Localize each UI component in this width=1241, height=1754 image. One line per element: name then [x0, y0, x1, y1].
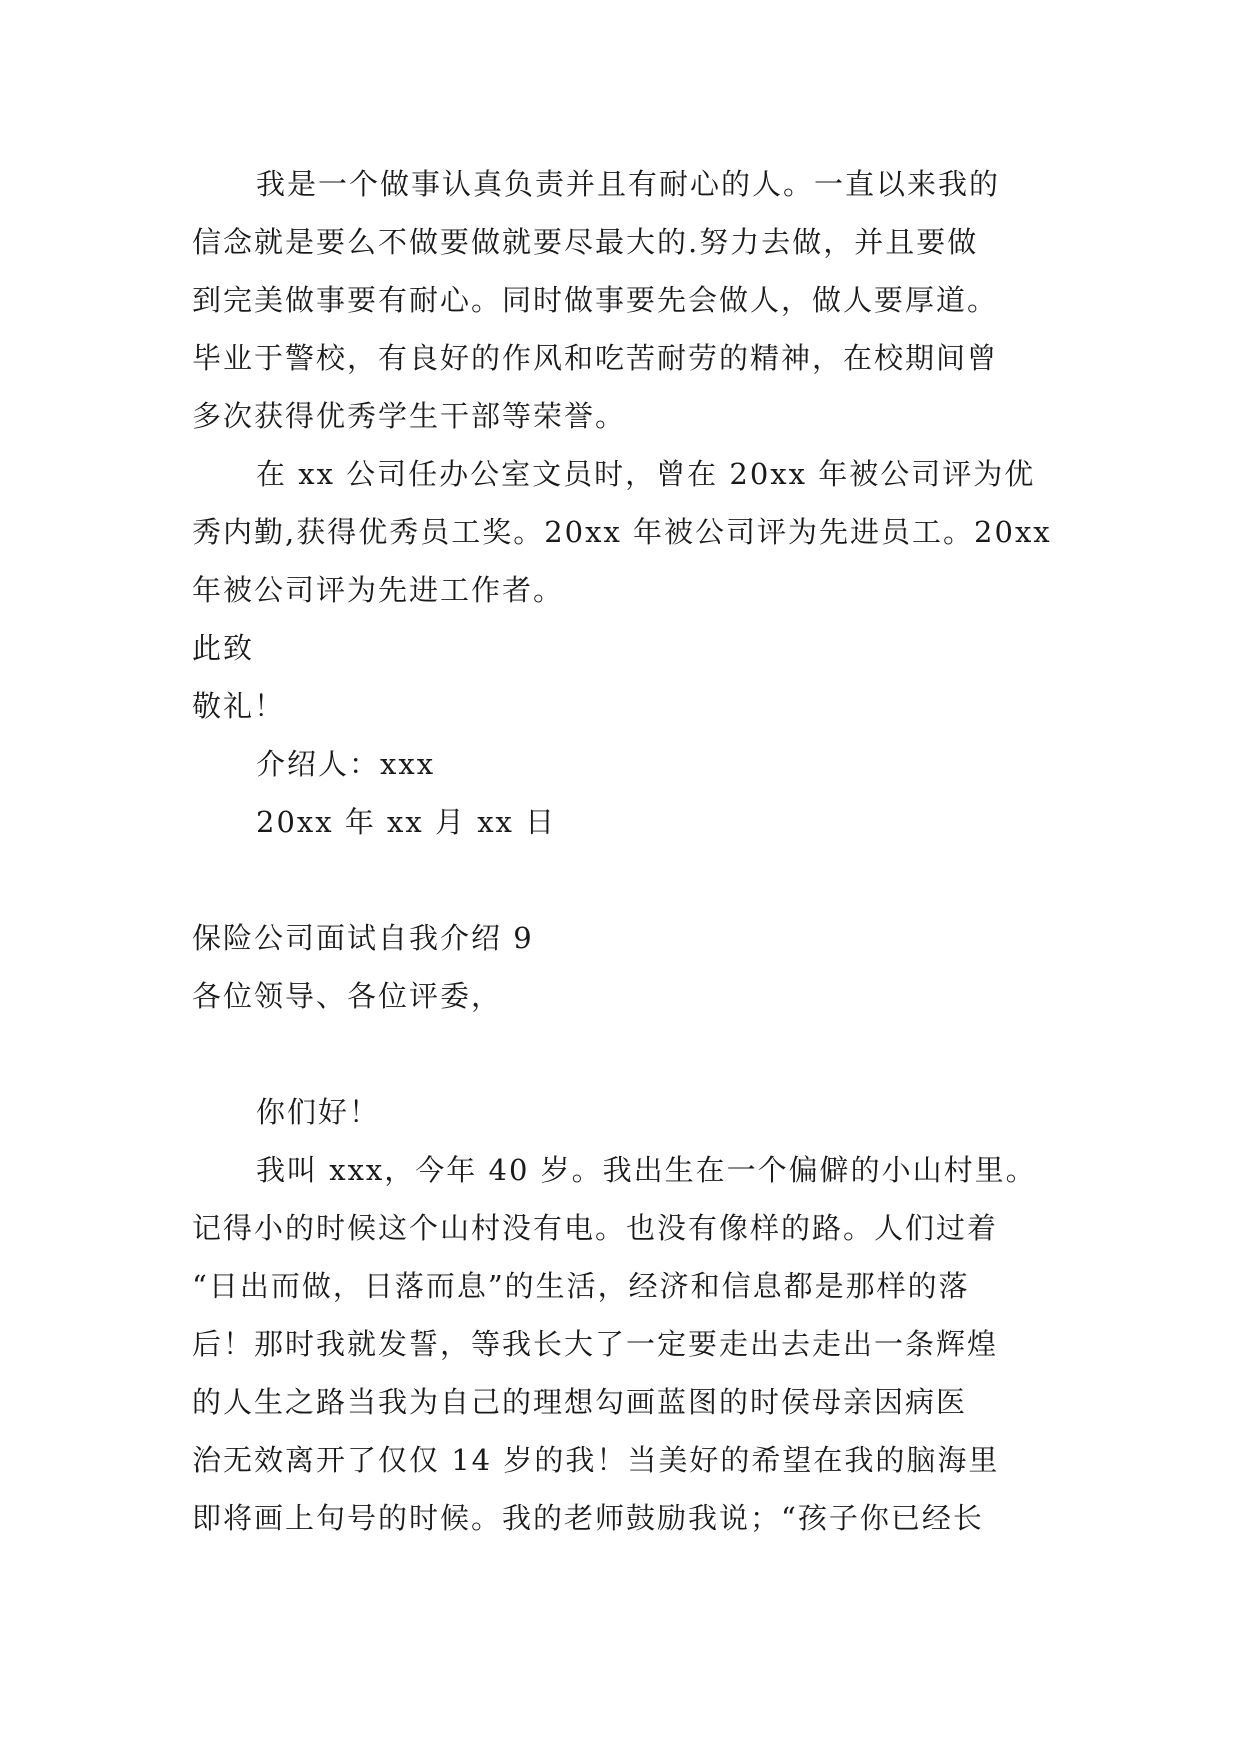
signature-line: 介绍人：xxx — [256, 747, 436, 781]
paragraph-line: 后！那时我就发誓，等我长大了一定要走出去走出一条辉煌 — [192, 1327, 999, 1361]
paragraph-line: 多次获得优秀学生干部等荣誉。 — [192, 399, 627, 433]
section-title: 保险公司面试自我介绍 9 — [192, 921, 534, 955]
greeting-line: 各位领导、各位评委， — [192, 979, 503, 1013]
paragraph-line: 的人生之路当我为自己的理想勾画蓝图的时侯母亲因病医 — [192, 1385, 968, 1419]
paragraph-line: 治无效离开了仅仅 14 岁的我！当美好的希望在我的脑海里 — [192, 1443, 1000, 1477]
paragraph-line: 我是一个做事认真负责并且有耐心的人。一直以来我的 — [256, 167, 1001, 201]
paragraph-line: 记得小的时候这个山村没有电。也没有像样的路。人们过着 — [192, 1211, 999, 1245]
paragraph-line: “日出而做，日落而息”的生活，经济和信息都是那样的落 — [192, 1269, 970, 1303]
paragraph-line: 我叫 xxx，今年 40 岁。我出生在一个偏僻的小山村里。 — [256, 1153, 1037, 1187]
greeting-line: 你们好！ — [256, 1095, 381, 1129]
date-line: 20xx 年 xx 月 xx 日 — [256, 805, 557, 839]
closing-line: 敬礼！ — [192, 689, 286, 723]
paragraph-line: 毕业于警校，有良好的作风和吃苦耐劳的精神，在校期间曾 — [192, 341, 999, 375]
paragraph-line: 年被公司评为先进工作者。 — [192, 573, 565, 607]
paragraph-line: 在 xx 公司任办公室文员时，曾在 20xx 年被公司评为优 — [256, 457, 1036, 491]
closing-line: 此致 — [192, 631, 255, 665]
paragraph-line: 到完美做事要有耐心。同时做事要先会做人，做人要厚道。 — [192, 283, 999, 317]
paragraph-line: 即将画上句号的时候。我的老师鼓励我说；“孩子你已经长 — [192, 1501, 984, 1535]
paragraph-line: 信念就是要么不做要做就要尽最大的.努力去做，并且要做 — [192, 225, 979, 259]
paragraph-line: 秀内勤,获得优秀员工奖。20xx 年被公司评为先进员工。20xx — [192, 515, 1052, 549]
